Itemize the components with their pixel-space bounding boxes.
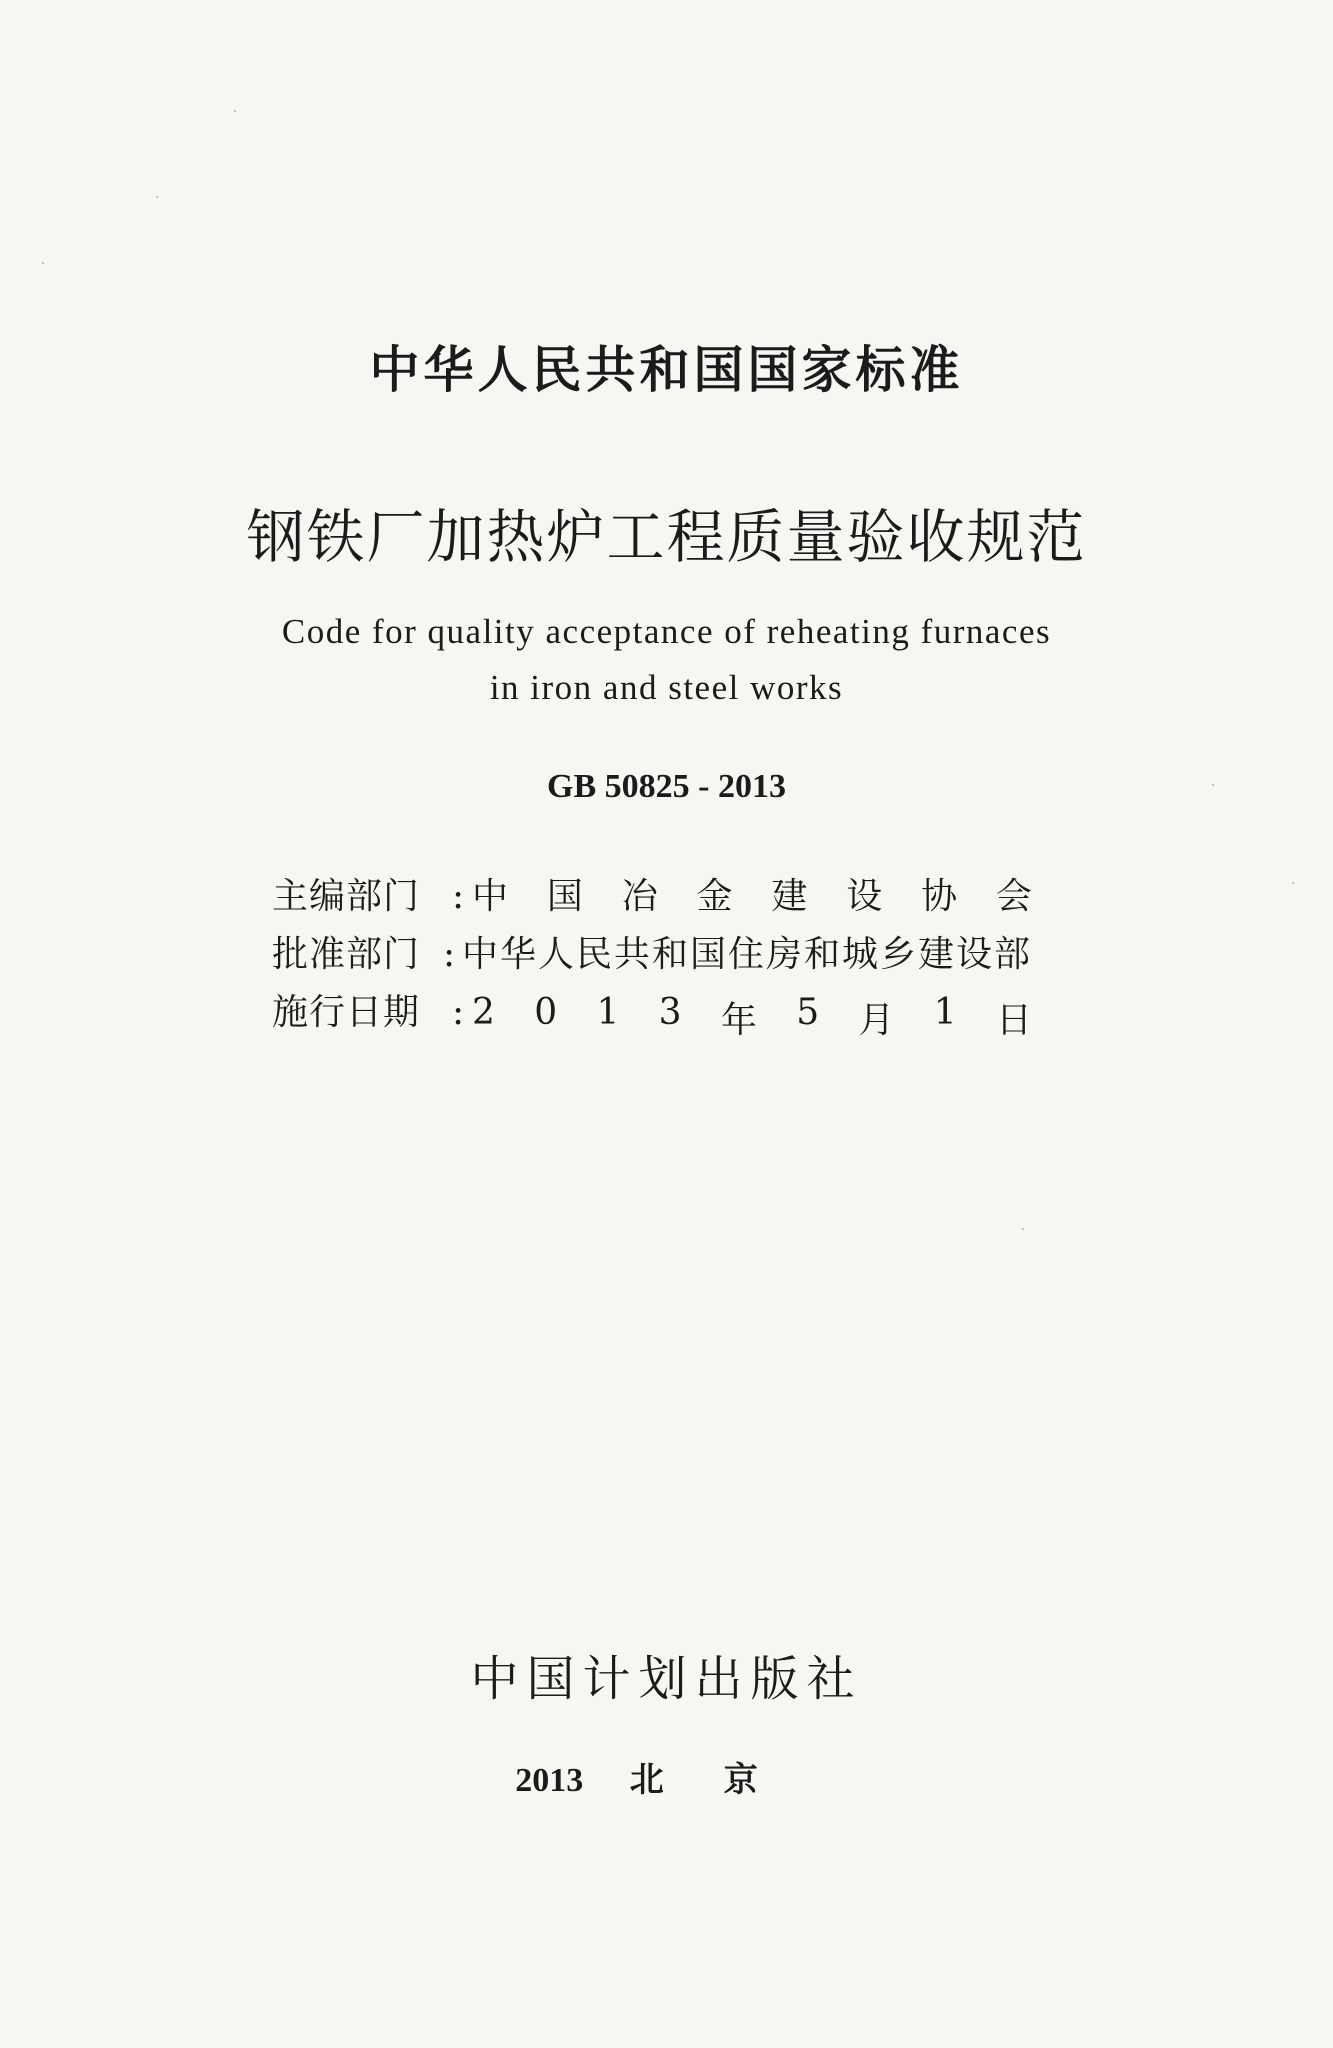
approver-value: 中华人民共和国住房和城乡建设部 bbox=[461, 934, 1032, 975]
effective-date-value bbox=[472, 992, 1032, 1043]
date-char: 日 bbox=[995, 1000, 1032, 1041]
date-char: 5 bbox=[796, 992, 820, 1033]
title-chinese: 钢铁厂加热炉工程质量验收规范 bbox=[246, 503, 1087, 571]
scan-speck bbox=[1292, 882, 1294, 884]
imprint-year: 2013 bbox=[515, 1762, 584, 1799]
editor-char: 建 bbox=[771, 876, 808, 917]
editor-char: 协 bbox=[921, 876, 958, 917]
approver-colon: : bbox=[442, 934, 456, 975]
scan-speck bbox=[42, 262, 44, 264]
editor-row bbox=[272, 868, 1032, 919]
approver-row bbox=[272, 926, 1032, 977]
date-char: 月 bbox=[858, 1000, 895, 1041]
date-char: 1 bbox=[596, 992, 620, 1033]
approver-label: 批准部门 bbox=[272, 934, 421, 975]
date-char: 年 bbox=[720, 1000, 757, 1041]
date-char: 0 bbox=[534, 992, 558, 1033]
effective-date-row bbox=[272, 984, 1032, 1043]
scan-speck bbox=[234, 110, 236, 112]
editor-char: 会 bbox=[995, 876, 1032, 917]
title-english-line-1: Code for quality acceptance of reheating furnaces bbox=[281, 612, 1052, 651]
date-char: 1 bbox=[933, 992, 957, 1033]
editor-char: 冶 bbox=[621, 876, 658, 917]
editor-char: 金 bbox=[696, 876, 733, 917]
date-char: 3 bbox=[658, 992, 682, 1033]
imprint-city: 北京 bbox=[629, 1762, 818, 1799]
scan-speck bbox=[1022, 1228, 1024, 1230]
editor-char: 国 bbox=[546, 876, 583, 917]
standard-code: GB 50825 - 2013 bbox=[547, 768, 786, 805]
effective-date-colon: : bbox=[452, 992, 465, 1033]
date-char: 2 bbox=[472, 992, 495, 1033]
publisher-name: 中国计划出版社 bbox=[470, 1651, 863, 1707]
editor-char: 中 bbox=[472, 876, 509, 917]
title-english-line-2: in iron and steel works bbox=[489, 668, 844, 707]
effective-date-label: 施行日期 bbox=[272, 992, 421, 1033]
editor-label: 主编部门 bbox=[272, 876, 421, 917]
imprint bbox=[0, 1752, 1333, 1801]
standard-series: 中华人民共和国国家标准 bbox=[369, 341, 964, 399]
scan-speck bbox=[156, 196, 158, 198]
scan-speck bbox=[1212, 784, 1214, 786]
editor-value bbox=[472, 868, 1032, 919]
editor-colon: : bbox=[452, 876, 465, 917]
editor-char: 设 bbox=[846, 876, 883, 917]
